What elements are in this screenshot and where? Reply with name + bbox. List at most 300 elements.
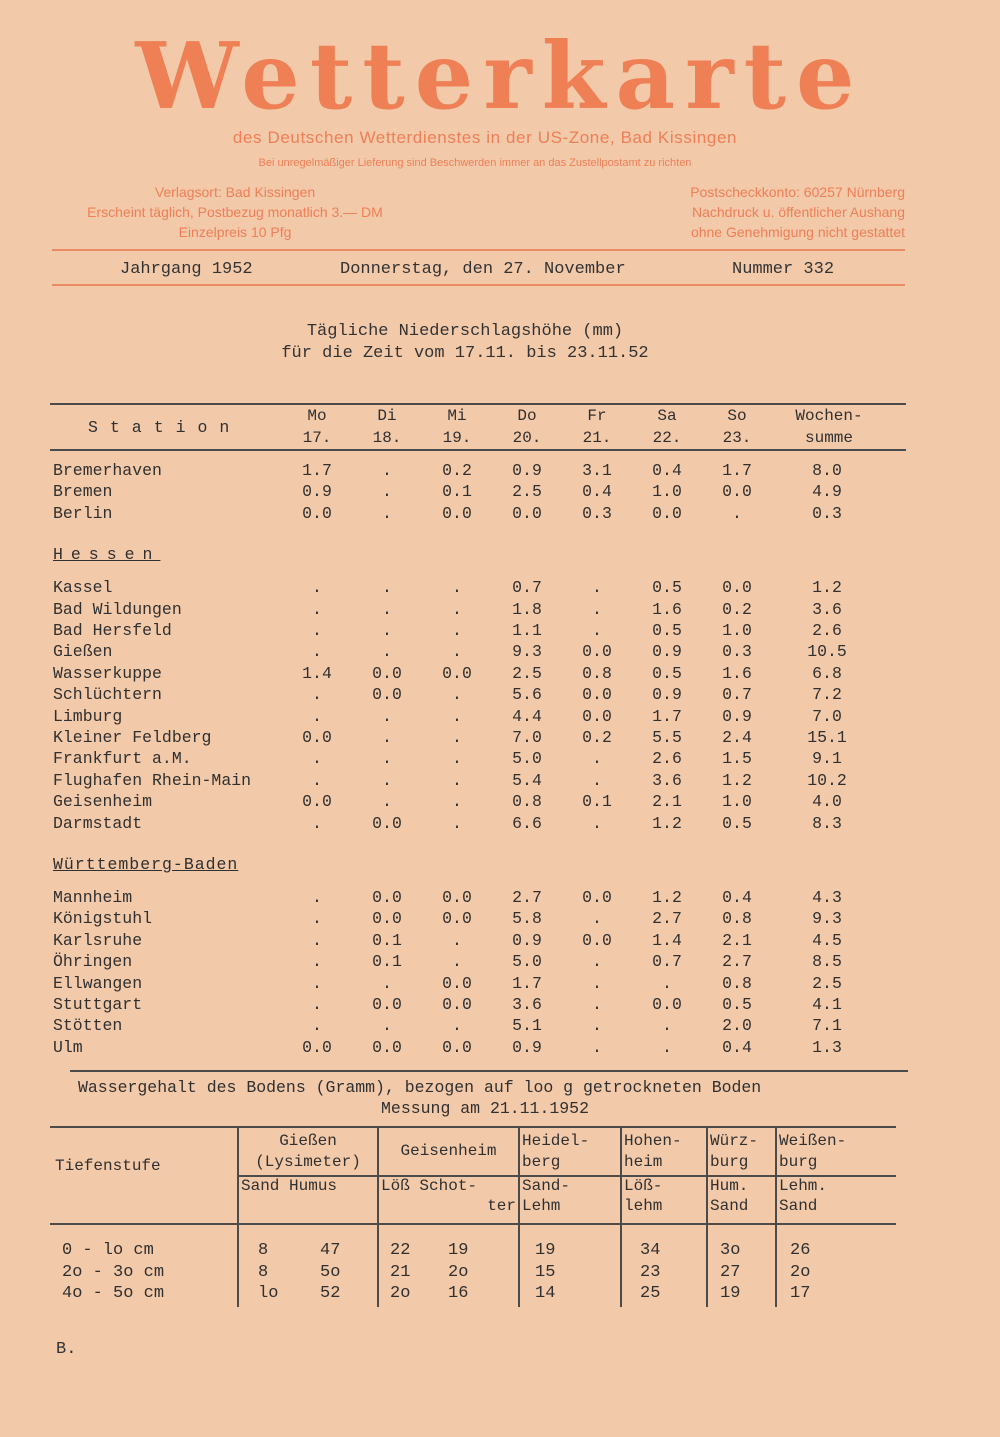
precip-value: 0.0 [302, 728, 332, 747]
precip-value: 7.0 [512, 728, 542, 747]
site-name-cont: burg [779, 1153, 818, 1171]
weekly-sum-value: 6.8 [812, 663, 842, 683]
precip-value: . [592, 995, 602, 1014]
precip-value: 1.2 [652, 888, 682, 907]
precip-value: . [452, 1016, 462, 1036]
station-name: Gießen [53, 642, 113, 662]
precip-value: . [312, 995, 322, 1014]
precip-value: 0.0 [582, 706, 612, 726]
region-heading: Hessen [53, 545, 161, 565]
day-header-date: 21. [582, 429, 612, 447]
footer-initial: B. [56, 1340, 77, 1359]
station-name: Kleiner Feldberg [53, 728, 212, 747]
precip-value: 0.0 [582, 930, 612, 950]
site-name: Weißen- [779, 1132, 847, 1150]
precip-value: . [382, 728, 392, 747]
precip-value: . [662, 973, 672, 993]
precip-value: . [592, 1016, 602, 1036]
precip-value: 0.9 [652, 642, 682, 662]
weekly-sum-value: 2.5 [812, 973, 842, 993]
precip-value: . [312, 621, 322, 640]
soil-type: Lehm. [779, 1177, 828, 1195]
day-header-name: Mi [447, 407, 467, 425]
soil-type: Löß Schot- [381, 1177, 478, 1195]
precip-value: 0.5 [652, 578, 682, 598]
depth-column-header: Tiefenstufe [55, 1157, 161, 1175]
precip-value: 0.7 [652, 952, 682, 972]
soil-value: 16 [448, 1284, 469, 1303]
weekly-sum-value: 7.2 [812, 685, 842, 705]
precip-value: . [382, 642, 392, 662]
precip-value: 0.0 [372, 813, 402, 833]
site-name: Würz- [710, 1132, 759, 1150]
day-header-name: Sa [657, 407, 677, 425]
precip-value: 0.5 [722, 813, 752, 833]
day-header-date: 20. [512, 429, 542, 447]
precip-value: 1.7 [652, 706, 682, 726]
precip-value: . [312, 706, 322, 726]
precip-value: 3.1 [582, 461, 612, 480]
precip-value: . [382, 599, 392, 619]
soil-value: 15 [535, 1262, 556, 1282]
site-name: Gießen [279, 1132, 337, 1150]
precip-value: 1.4 [652, 930, 682, 950]
precip-value: 5.6 [512, 685, 542, 705]
weekly-sum-value: 9.3 [812, 909, 842, 929]
precip-value: 0.0 [442, 503, 472, 523]
weekly-sum-value: 8.0 [812, 461, 842, 480]
precip-value: 6.6 [512, 813, 542, 833]
weekly-sum-value: 15.1 [807, 728, 847, 747]
precip-value: 1.6 [652, 599, 682, 619]
precip-value: . [312, 952, 322, 972]
weekly-sum-value: 9.1 [812, 749, 842, 769]
precip-value: . [452, 813, 462, 833]
station-name: Darmstadt [53, 813, 143, 833]
header-divider-bottom [52, 284, 905, 286]
station-name: Frankfurt a.M. [53, 749, 192, 769]
soil-type-cont: Lehm [522, 1197, 561, 1215]
precip-value: . [382, 792, 392, 812]
precip-value: 5.0 [512, 952, 542, 972]
postal-account: Postscheckkonto: 60257 Nürnberg [690, 184, 905, 200]
soil-value: 26 [790, 1241, 811, 1260]
precip-value: 2.1 [652, 792, 682, 812]
day-header-date: 22. [652, 429, 682, 447]
weekly-sum-value: 10.5 [807, 642, 847, 662]
precip-value: . [312, 642, 322, 662]
weekly-sum-value: 8.5 [812, 952, 842, 972]
precip-value: 0.0 [372, 1037, 402, 1057]
day-header-date: 18. [372, 429, 402, 447]
day-header-name: Di [377, 407, 397, 425]
precip-value: . [452, 599, 462, 619]
weekly-sum-value: 7.0 [812, 706, 842, 726]
precip-value: 0.5 [722, 995, 752, 1014]
station-name: Schlüchtern [53, 685, 162, 705]
soil-table-top-rule [50, 1126, 896, 1128]
weekly-sum-header: Wochen- [795, 407, 863, 425]
precip-value: . [452, 685, 462, 705]
precip-value: 0.0 [372, 995, 402, 1014]
precip-value: . [732, 503, 742, 523]
masthead-title: Wetterkarte [135, 22, 865, 130]
precip-value: 1.2 [722, 770, 752, 790]
precip-value: 1.0 [652, 482, 682, 502]
precip-value: . [312, 973, 322, 993]
precip-value: . [452, 770, 462, 790]
precip-value: 0.5 [652, 663, 682, 683]
precip-value: 0.4 [722, 888, 752, 907]
precip-value: . [382, 461, 392, 480]
precip-value: . [452, 952, 462, 972]
column-divider [237, 1128, 239, 1307]
weekly-sum-value: 4.0 [812, 792, 842, 812]
precip-value: 0.4 [582, 482, 612, 502]
station-name: Limburg [53, 706, 123, 726]
publisher-subscription: Erscheint täglich, Postbezug monatlich 3.— DM [87, 204, 383, 220]
region-heading: Württemberg-Baden [53, 855, 239, 874]
precip-value: 0.0 [582, 642, 612, 662]
precip-value: 0.0 [372, 909, 402, 929]
soil-measurement-date: Messung am 21.11.1952 [381, 1099, 589, 1118]
precip-value: 0.0 [302, 503, 332, 523]
precip-value: . [452, 621, 462, 640]
station-column-header: Station [88, 418, 242, 437]
precip-value: 1.7 [302, 461, 332, 480]
precip-table-header-rule [50, 449, 906, 451]
precip-value: . [312, 599, 322, 619]
station-name: Bad Hersfeld [53, 621, 172, 640]
soil-type: Hum. [710, 1177, 749, 1195]
precip-value: 0.0 [372, 888, 402, 907]
precip-value: 1.0 [722, 792, 752, 812]
precip-value: 5.4 [512, 770, 542, 790]
precip-value: 0.2 [582, 728, 612, 747]
station-name: Königstuhl [53, 909, 153, 929]
column-divider [518, 1128, 520, 1307]
precip-value: 1.5 [722, 749, 752, 769]
column-divider [377, 1128, 379, 1307]
weekly-sum-value: 10.2 [807, 770, 847, 790]
precip-value: 0.0 [442, 909, 472, 929]
precip-value: 0.8 [722, 909, 752, 929]
precip-value: 0.7 [512, 578, 542, 598]
precip-value: 2.6 [652, 749, 682, 769]
precip-value: 0.0 [442, 888, 472, 907]
precip-value: 1.0 [722, 621, 752, 640]
precip-value: . [312, 930, 322, 950]
precip-value: 0.0 [442, 1037, 472, 1057]
precip-value: . [382, 621, 392, 640]
station-name: Bad Wildungen [53, 599, 182, 619]
precip-value: 0.3 [582, 503, 612, 523]
precip-value: . [452, 792, 462, 812]
precip-value: 2.7 [722, 952, 752, 972]
precip-value: 0.0 [302, 1037, 332, 1057]
precip-period: für die Zeit vom 17.11. bis 23.11.52 [281, 344, 649, 363]
station-name: Stötten [53, 1016, 123, 1036]
soil-value: 2o [790, 1262, 811, 1282]
precip-value: 1.7 [512, 973, 542, 993]
precip-value: . [592, 770, 602, 790]
precip-value: . [592, 813, 602, 833]
publisher-place: Verlagsort: Bad Kissingen [154, 184, 316, 200]
issue-date: Donnerstag, den 27. November [340, 260, 626, 279]
precip-value: 5.1 [512, 1016, 542, 1036]
precip-value: 1.8 [512, 599, 542, 619]
precip-value: . [592, 1037, 602, 1057]
weekly-sum-value: 4.5 [812, 930, 842, 950]
precip-value: 0.8 [582, 663, 612, 683]
precip-table-bottom-rule [70, 1070, 908, 1072]
soil-type-cont: lehm [624, 1197, 663, 1215]
precip-value: 3.6 [652, 770, 682, 790]
precip-value: 0.1 [582, 792, 612, 812]
precip-value: 1.6 [722, 663, 752, 683]
precip-value: 0.8 [512, 792, 542, 812]
precip-value: . [382, 578, 392, 598]
precip-value: 0.0 [302, 792, 332, 812]
site-name: Geisenheim [400, 1142, 497, 1160]
soil-value: 19 [448, 1241, 469, 1260]
precip-value: . [312, 578, 322, 598]
day-header-date: 19. [442, 429, 472, 447]
issue-volume: Jahrgang 1952 [120, 260, 253, 279]
precip-value: . [452, 706, 462, 726]
precip-value: 2.0 [722, 1016, 752, 1036]
precip-value: . [592, 909, 602, 929]
precip-value: 0.0 [582, 888, 612, 907]
day-header-name: So [727, 407, 747, 425]
precip-value: 2.7 [512, 888, 542, 907]
station-name: Bremen [53, 482, 113, 502]
soil-value: 8 [258, 1241, 269, 1260]
precip-value: . [592, 973, 602, 993]
soil-value: 3o [720, 1241, 741, 1260]
precip-value: . [312, 770, 322, 790]
precip-value: . [312, 749, 322, 769]
precip-value: 9.3 [512, 642, 542, 662]
soil-value: 19 [535, 1241, 556, 1260]
weekly-sum-value: 4.3 [812, 888, 842, 907]
precip-value: 2.1 [722, 930, 752, 950]
precip-value: 0.9 [512, 1037, 542, 1057]
precip-value: 0.9 [652, 685, 682, 705]
soil-value: 52 [320, 1284, 341, 1303]
precip-value: . [592, 621, 602, 640]
weekly-sum-value: 8.3 [812, 813, 842, 833]
soil-type-cont: Sand [710, 1197, 749, 1215]
soil-type: Löß- [624, 1177, 663, 1195]
precip-value: . [452, 749, 462, 769]
issue-number: Nummer 332 [732, 260, 835, 279]
precip-value: . [382, 973, 392, 993]
precip-value: 0.0 [722, 482, 752, 502]
soil-type-cont: Sand [779, 1197, 818, 1215]
precip-value: . [382, 1016, 392, 1036]
station-name: Öhringen [53, 952, 133, 972]
day-header-date: 23. [722, 429, 752, 447]
precip-value: 0.9 [512, 461, 542, 480]
precip-value: 2.4 [722, 728, 752, 747]
day-header-name: Mo [307, 407, 327, 425]
precip-value: 5.5 [652, 728, 682, 747]
depth-label: 0 - lo cm [62, 1241, 154, 1260]
precip-value: 2.5 [512, 482, 542, 502]
day-header-name: Do [517, 407, 537, 425]
precip-value: 1.4 [302, 663, 332, 683]
soil-value: 2o [390, 1284, 411, 1303]
station-name: Stuttgart [53, 995, 143, 1014]
precip-value: 0.9 [302, 482, 332, 502]
soil-value: 34 [640, 1241, 661, 1260]
weekly-sum-value: 1.3 [812, 1037, 842, 1057]
weekly-sum-value: 4.1 [812, 995, 842, 1014]
precip-value: . [382, 749, 392, 769]
precip-value: 0.3 [722, 642, 752, 662]
column-divider [706, 1128, 708, 1307]
site-name: Hohen- [624, 1132, 682, 1150]
soil-value: 17 [790, 1284, 811, 1303]
weekly-sum-value: 1.2 [812, 578, 842, 598]
precip-value: . [452, 728, 462, 747]
reprint-note: Nachdruck u. öffentlicher Aushang [692, 204, 905, 220]
day-header-name: Fr [587, 407, 607, 425]
precip-value: . [592, 578, 602, 598]
soil-value: 22 [390, 1241, 411, 1260]
precip-value: . [382, 770, 392, 790]
soil-value: lo [258, 1284, 279, 1303]
soil-value: 14 [535, 1284, 556, 1303]
station-name: Mannheim [53, 888, 133, 907]
precip-value: 0.7 [722, 685, 752, 705]
precip-value: . [452, 578, 462, 598]
precip-value: 1.2 [652, 813, 682, 833]
precip-value: 0.1 [372, 930, 402, 950]
precip-value: 0.0 [442, 973, 472, 993]
precip-value: . [382, 706, 392, 726]
site-name-cont: berg [522, 1153, 561, 1171]
column-divider [775, 1128, 777, 1307]
soil-value: 8 [258, 1262, 269, 1282]
precip-value: 0.5 [652, 621, 682, 640]
soil-value: 23 [640, 1262, 661, 1282]
precip-value: 0.0 [372, 685, 402, 705]
soil-value: 21 [390, 1262, 411, 1282]
precip-value: . [312, 909, 322, 929]
weekly-sum-header-cont: summe [804, 429, 853, 447]
precip-value: 2.5 [512, 663, 542, 683]
day-header-date: 17. [302, 429, 332, 447]
soil-value: 27 [720, 1262, 741, 1282]
precip-value: . [312, 685, 322, 705]
soil-value: 25 [640, 1284, 661, 1303]
precip-value: . [452, 642, 462, 662]
precip-value: 1.7 [722, 461, 752, 480]
station-name: Wasserkuppe [53, 663, 162, 683]
masthead-subtitle: des Deutschen Wetterdienstes in der US-Zone, Bad Kissingen [232, 128, 738, 147]
publisher-info-right [640, 182, 905, 242]
permission-note: ohne Genehmigung nicht gestattet [690, 224, 905, 240]
soil-value: 5o [320, 1262, 341, 1282]
precip-value: 0.0 [372, 663, 402, 683]
precip-value: 5.0 [512, 749, 542, 769]
precip-value: . [452, 930, 462, 950]
station-name: Karlsruhe [53, 930, 143, 950]
column-divider [620, 1128, 622, 1307]
precip-value: 0.0 [512, 503, 542, 523]
station-name: Ulm [53, 1037, 83, 1057]
precip-value: . [312, 813, 322, 833]
soil-type-cont: ter [487, 1197, 516, 1215]
precip-value: . [662, 1037, 672, 1057]
precip-value: 0.0 [442, 995, 472, 1014]
precip-value: . [312, 1016, 322, 1036]
site-name-cont: heim [624, 1153, 663, 1171]
precip-value: . [592, 952, 602, 972]
weekly-sum-value: 2.6 [812, 621, 842, 640]
depth-label: 4o - 5o cm [62, 1284, 165, 1303]
header-divider-top [52, 249, 905, 251]
soil-value: 19 [720, 1284, 741, 1303]
weekly-sum-value: 7.1 [812, 1016, 842, 1036]
precip-title: Tägliche Niederschlagshöhe (mm) [306, 322, 624, 341]
station-name: Geisenheim [53, 792, 153, 812]
precip-value: 3.6 [512, 995, 542, 1014]
precip-value: . [662, 1016, 672, 1036]
precip-value: 2.7 [652, 909, 682, 929]
publisher-info-left [55, 182, 415, 242]
soil-title: Wassergehalt des Bodens (Gramm), bezogen auf loo g getrockneten Boden [78, 1078, 762, 1097]
soil-table-header-rule [50, 1223, 896, 1225]
station-name: Kassel [53, 578, 113, 598]
precip-value: 0.2 [442, 461, 472, 480]
precip-value: 5.8 [512, 909, 542, 929]
precip-value: 0.2 [722, 599, 752, 619]
precip-value: 0.0 [582, 685, 612, 705]
precip-value: 0.9 [722, 706, 752, 726]
soil-value: 47 [320, 1241, 341, 1260]
weekly-sum-value: 4.9 [812, 482, 842, 502]
precip-value: 0.4 [722, 1037, 752, 1057]
site-name-cont: (Lysimeter) [255, 1153, 361, 1171]
precip-value: 0.9 [512, 930, 542, 950]
depth-label: 2o - 3o cm [62, 1262, 165, 1282]
precip-value: 0.0 [442, 663, 472, 683]
publisher-price: Einzelpreis 10 Pfg [178, 224, 292, 240]
soil-type: Sand- [522, 1177, 571, 1195]
precip-value: 0.0 [722, 578, 752, 598]
delivery-note: Bei unregelmäßiger Lieferung sind Beschwerden immer an das Zustellpostamt zu richten [258, 157, 692, 169]
site-name-cont: burg [710, 1153, 749, 1171]
soil-type: Sand Humus [241, 1177, 338, 1195]
precip-value: 0.0 [652, 503, 682, 523]
precip-value: 1.1 [512, 621, 542, 640]
precip-value: . [592, 749, 602, 769]
precip-value: 0.1 [442, 482, 472, 502]
station-name: Bremerhaven [53, 461, 162, 480]
precip-value: . [382, 503, 392, 523]
precip-value: . [312, 888, 322, 907]
station-name: Berlin [53, 503, 113, 523]
precip-value: . [592, 599, 602, 619]
soil-value: 2o [448, 1262, 469, 1282]
site-name: Heidel- [522, 1132, 590, 1150]
weekly-sum-value: 3.6 [812, 599, 842, 619]
precip-value: 0.8 [722, 973, 752, 993]
station-name: Ellwangen [53, 973, 143, 993]
